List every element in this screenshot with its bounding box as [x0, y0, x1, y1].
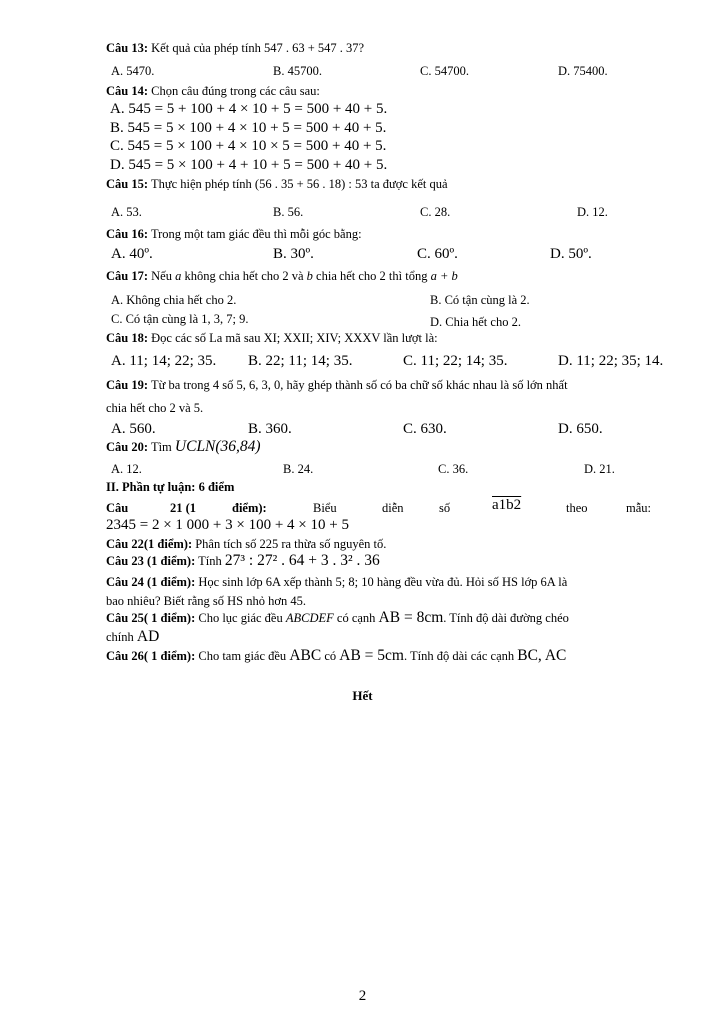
q26: Câu 26( 1 điểm): Cho tam giác đều ABC có AB = 5cm. Tính độ dài các cạnh BC, AC — [106, 647, 567, 664]
q17-option-a: A. Không chia hết cho 2. — [111, 293, 237, 307]
q13-option-a: A. 5470. — [111, 64, 155, 78]
q18-option-a: A. 11; 14; 22; 35. — [111, 353, 217, 369]
q16-stem: Câu 16: Trong một tam giác đều thì mỗi góc bằng: — [106, 227, 362, 241]
q19-option-d: D. 650. — [558, 421, 603, 437]
end-label: Hết — [352, 688, 373, 703]
q21-word-2: 21 (1 — [170, 501, 197, 515]
q14-option-c: C. 545 = 5 × 100 + 4 × 10 × 5 = 500 + 40 + 5. — [110, 138, 387, 154]
q14-stem: Câu 14: Chọn câu đúng trong các câu sau: — [106, 84, 320, 98]
q21-word-3: điểm): — [232, 501, 267, 515]
q18-option-d: D. 11; 22; 35; 14. — [558, 353, 664, 369]
q15-option-b: B. 56. — [273, 205, 304, 219]
q21-number-overline: a1b2 — [492, 497, 522, 513]
q21-example: 2345 = 2 × 1 000 + 3 × 100 + 4 × 10 + 5 — [106, 517, 349, 533]
q14-option-a: A. 545 = 5 + 100 + 4 × 10 + 5 = 500 + 40 + 5. — [110, 101, 388, 117]
q13-stem: Câu 13: Kết quả của phép tính 547 . 63 + 547 . 37? — [106, 41, 365, 55]
q22: Câu 22(1 điểm): Phân tích số 225 ra thừa số nguyên tố. — [106, 537, 387, 551]
q20-stem: Câu 20: Tìm UCLN(36,84) — [106, 438, 261, 455]
q14-option-d: D. 545 = 5 × 100 + 4 + 10 + 5 = 500 + 40 + 5. — [110, 157, 388, 173]
q21-word-1: Câu — [106, 501, 129, 515]
q15-option-c: C. 28. — [420, 205, 451, 219]
q24: Câu 24 (1 điểm): Học sinh lớp 6A xếp thành 5; 8; 10 hàng đều vừa đủ. Hỏi số HS lớp 6A là — [106, 575, 568, 589]
q18-option-b: B. 22; 11; 14; 35. — [248, 353, 353, 369]
q21-word-4: Biểu — [313, 501, 337, 515]
q19-stem-cont: chia hết cho 2 và 5. — [106, 401, 204, 415]
q15-stem: Câu 15: Thực hiện phép tính (56 . 35 + 56 . 18) : 53 ta được kết quả — [106, 177, 448, 191]
q15-option-a: A. 53. — [111, 205, 142, 219]
q19-stem: Câu 19: Từ ba trong 4 số 5, 6, 3, 0, hãy ghép thành số có ba chữ số khác nhau là số lớn nhất — [106, 378, 568, 392]
q13-option-c: C. 54700. — [420, 64, 469, 78]
q19-option-b: B. 360. — [248, 421, 292, 437]
q25-cont: chính AD — [106, 628, 160, 645]
q23: Câu 23 (1 điểm): Tính 27³ : 27² . 64 + 3 . 3² . 36 — [106, 552, 380, 569]
q24-cont: bao nhiêu? Biết rằng số HS nhỏ hơn 45. — [106, 594, 306, 608]
q20-option-a: A. 12. — [111, 462, 142, 476]
q20-option-c: C. 36. — [438, 462, 469, 476]
q21-word-5: diễn — [382, 501, 404, 515]
q17-option-d: D. Chia hết cho 2. — [430, 315, 521, 329]
q20-option-d: D. 21. — [584, 462, 615, 476]
q16-option-b: B. 30º. — [273, 246, 314, 262]
q14-option-b: B. 545 = 5 × 100 + 4 × 10 + 5 = 500 + 40 + 5. — [110, 120, 387, 136]
q19-option-c: C. 630. — [403, 421, 447, 437]
q25: Câu 25( 1 điểm): Cho lục giác đều ABCDEF có cạnh AB = 8cm. Tính độ dài đường chéo — [106, 609, 569, 626]
q17-option-b: B. Có tận cùng là 2. — [430, 293, 530, 307]
q20-option-b: B. 24. — [283, 462, 314, 476]
q18-option-c: C. 11; 22; 14; 35. — [403, 353, 508, 369]
q21-word-7: theo — [566, 501, 588, 515]
q13-option-d: D. 75400. — [558, 64, 608, 78]
page-number: 2 — [358, 988, 367, 1004]
q17-option-c: C. Có tận cùng là 1, 3, 7; 9. — [111, 312, 249, 326]
q17-stem: Câu 17: Nếu a không chia hết cho 2 và b chia hết cho 2 thì tổng a + b — [106, 269, 458, 283]
q18-stem: Câu 18: Đọc các số La mã sau XI; XXII; XIV; XXXV lần lượt là: — [106, 331, 438, 345]
q13-option-b: B. 45700. — [273, 64, 322, 78]
q16-option-c: C. 60º. — [417, 246, 458, 262]
q16-option-d: D. 50º. — [550, 246, 592, 262]
q19-option-a: A. 560. — [111, 421, 156, 437]
q15-option-d: D. 12. — [577, 205, 608, 219]
q21-word-8: mẫu: — [626, 501, 651, 515]
q16-option-a: A. 40º. — [111, 246, 153, 262]
q21-word-6: số — [439, 501, 451, 515]
part2-heading: II. Phần tự luận: 6 điểm — [106, 480, 235, 494]
